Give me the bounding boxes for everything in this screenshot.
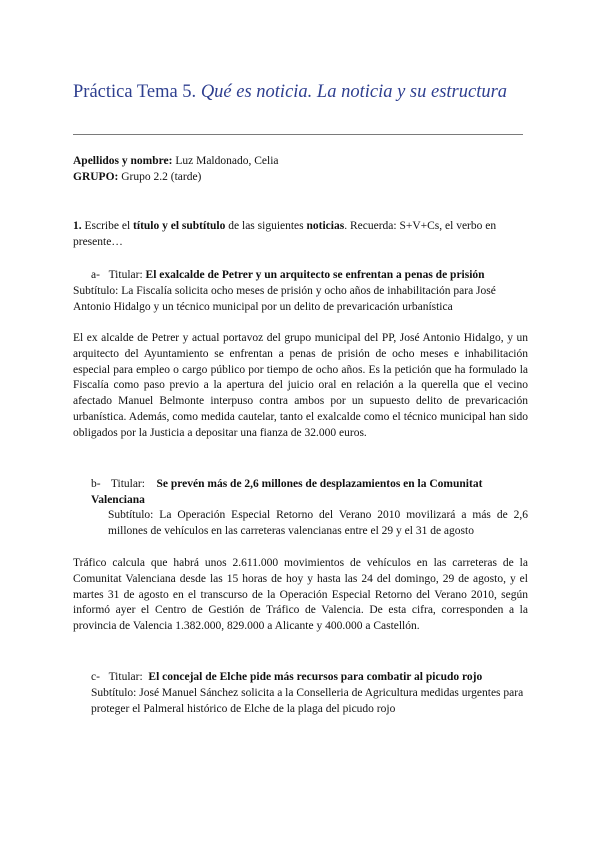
question-text-part: . Recuerda: S+V+Cs, el verbo en presente…	[73, 220, 497, 248]
item-b-marker: b-	[91, 478, 101, 490]
item-c-subtitle: Subtítulo: José Manuel Sánchez solicita a la Conselleria de Agricultura medidas urgentes para proteger el Palmeral histórico de Elche de la plaga del picudo rojo	[91, 687, 524, 715]
question-1-text	[73, 219, 528, 251]
item-b-headline	[91, 477, 528, 509]
item-b-body: Tráfico calcula que habrá unos 2.611.000 movimientos de vehículos en las carreteras de la Comunitat Valenciana desde las 15 horas de hoy y hasta las 24 del domingo, 29 de agosto, y el martes 31 de agosto en el transcurso de la Operación Especial Retorno del Verano 2010, según informó ayer el Centro de Gestión de Tráfico de Valencia. De esta cifra, corresponden a la provincia de Valencia 1.382.000, 829.000 a Alicante y 400.000 a Castellón.	[73, 557, 528, 633]
item-b-title-label: Titular:	[110, 478, 145, 490]
student-info	[73, 154, 528, 186]
group-label: GRUPO:	[73, 170, 119, 183]
item-a-title: El exalcalde de Petrer y un arquitecto se enfrentan a penas de prisión	[145, 269, 485, 281]
item-a-body: El ex alcalde de Petrer y actual portavoz del grupo municipal del PP, José Antonio Hidalgo, y un arquitecto del Ayuntamiento se enfrentan a penas de prisión de ocho meses e inhabilitación especial para empleo o cargo público por tiempo de ocho años. Es la petición que ha formulado la Fiscalía como paso previo a la apertura del juicio oral en relación a la querella que el vecino afectado Manuel Belmonte interpuso contra ambos por un supuesto delito de prevaricación urbanística. Además, como medida cautelar, tanto el exalcalde como el técnico municipal han sido obligados por la Justicia a depositar una fianza de 32.000 euros.	[73, 332, 528, 439]
item-c-title-label: Titular:	[108, 671, 143, 683]
group-line	[73, 170, 528, 186]
title-italic: Qué es noticia. La noticia y su estructura	[200, 82, 508, 102]
question-bold-part: título y el subtítulo	[133, 220, 226, 232]
question-text-part: de las siguientes	[225, 220, 307, 232]
question-bold-part: noticias	[306, 220, 345, 232]
item-a-marker: a-	[91, 269, 100, 281]
question-number: 1.	[73, 220, 82, 232]
title-plain: Práctica Tema 5.	[73, 82, 201, 102]
horizontal-rule	[73, 134, 523, 135]
group-value: Grupo 2.2 (tarde)	[118, 170, 202, 183]
item-c-headline	[91, 670, 482, 686]
item-b-subtitle: Subtítulo: La Operación Especial Retorno del Verano 2010 movilizará a más de 2,6 millones de vehículos en las carreteras valencianas entre el 29 y el 31 de agosto	[108, 509, 528, 537]
item-c-marker: c-	[91, 671, 100, 683]
item-a-headline	[91, 268, 485, 284]
item-b-title: Se prevén más de 2,6 millones de desplazamientos en la Comunitat Valenciana	[91, 478, 483, 506]
page-title	[73, 82, 507, 103]
name-label: Apellidos y nombre:	[73, 155, 173, 167]
item-a-subtitle: Subtítulo: La Fiscalía solicita ocho meses de prisión y ocho años de inhabilitación para José Antonio Hidalgo y un técnico municipal por un delito de prevaricación urbanística	[73, 285, 496, 313]
name-line	[73, 154, 528, 170]
name-value: Luz Maldonado, Celia	[172, 155, 279, 167]
question-1	[73, 219, 528, 251]
item-a-title-label: Titular:	[108, 269, 143, 281]
question-text-part: Escribe el	[81, 220, 134, 232]
item-c-title: El concejal de Elche pide más recursos para combatir al picudo rojo	[148, 671, 483, 683]
